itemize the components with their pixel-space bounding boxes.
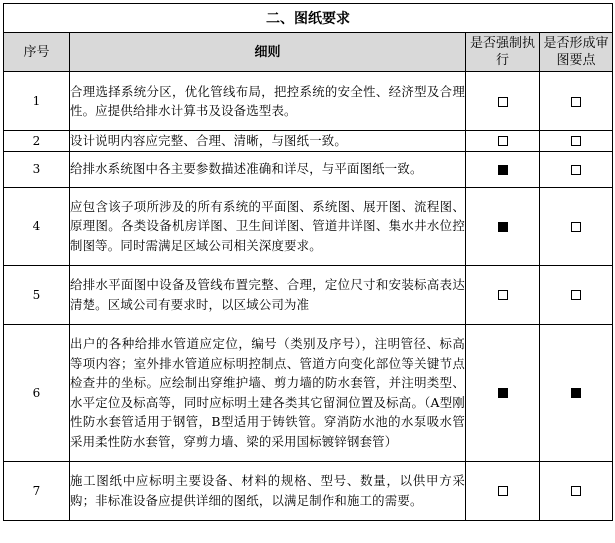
requirements-table [3, 3, 613, 521]
header-no: 序号 [4, 33, 70, 72]
row-number: 2 [4, 131, 70, 152]
review-point-cell [540, 461, 613, 520]
row-detail: 给排水平面图中设备及管线布置完整、合理，定位尺寸和安装标高表达清楚。区域公司有要求时，以区域公司为准 [70, 265, 466, 324]
checked-box-icon [498, 222, 508, 232]
review-point-cell [540, 151, 613, 187]
table-row [4, 131, 613, 152]
review-point-cell [540, 265, 613, 324]
unchecked-box-icon [498, 290, 508, 300]
mandatory-cell [466, 187, 540, 265]
mandatory-cell [466, 461, 540, 520]
row-number: 5 [4, 265, 70, 324]
table-row [4, 265, 613, 324]
unchecked-box-icon [571, 136, 581, 146]
table-row [4, 72, 613, 131]
review-point-cell [540, 324, 613, 461]
header-mandatory: 是否强制执行 [466, 33, 540, 72]
unchecked-box-icon [571, 486, 581, 496]
row-detail: 给排水系统图中各主要参数描述准确和详尽，与平面图纸一致。 [70, 151, 466, 187]
table-row [4, 324, 613, 461]
unchecked-box-icon [571, 290, 581, 300]
checked-box-icon [498, 165, 508, 175]
unchecked-box-icon [498, 136, 508, 146]
row-number: 7 [4, 461, 70, 520]
mandatory-cell [466, 324, 540, 461]
unchecked-box-icon [571, 97, 581, 107]
unchecked-box-icon [498, 97, 508, 107]
checked-box-icon [498, 388, 508, 398]
mandatory-cell [466, 265, 540, 324]
row-number: 4 [4, 187, 70, 265]
mandatory-cell [466, 131, 540, 152]
checked-box-icon [571, 388, 581, 398]
row-number: 1 [4, 72, 70, 131]
section-title: 二、图纸要求 [4, 4, 613, 33]
header-review-point: 是否形成审图要点 [540, 33, 613, 72]
table-row [4, 187, 613, 265]
mandatory-cell [466, 151, 540, 187]
row-detail: 出户的各种给排水管道应定位，编号（类别及序号），注明管径、标高等项内容；室外排水管道应标明控制点、管道方向变化部位等关键节点检查井的坐标。应绘制出穿维护墙、剪力墙的防水套管，并注明类型、水平定位及标高等，同时应标明土建各类其它留洞位置及标高。（A型刚性防水套管适用于钢管，B型适用于铸铁管。穿消防水池的水泵吸水管采用柔性防水套管，穿剪力墙、梁的采用国标镀锌钢套管） [70, 324, 466, 461]
table-row [4, 151, 613, 187]
row-number: 3 [4, 151, 70, 187]
row-detail: 设计说明内容应完整、合理、清晰，与图纸一致。 [70, 131, 466, 152]
header-row [4, 33, 613, 72]
row-detail: 应包含该子项所涉及的所有系统的平面图、系统图、展开图、流程图、原理图。各类设备机房详图、卫生间详图、管道井详图、集水井水位控制图等。同时需满足区域公司相关深度要求。 [70, 187, 466, 265]
header-detail: 细则 [70, 33, 466, 72]
unchecked-box-icon [571, 222, 581, 232]
table-row [4, 461, 613, 520]
review-point-cell [540, 131, 613, 152]
review-point-cell [540, 72, 613, 131]
unchecked-box-icon [498, 486, 508, 496]
title-row [4, 4, 613, 33]
unchecked-box-icon [571, 165, 581, 175]
mandatory-cell [466, 72, 540, 131]
row-detail: 合理选择系统分区，优化管线布局，把控系统的安全性、经济型及合理性。应提供给排水计算书及设备选型表。 [70, 72, 466, 131]
row-detail: 施工图纸中应标明主要设备、材料的规格、型号、数量，以供甲方采购；非标准设备应提供详细的图纸，以满足制作和施工的需要。 [70, 461, 466, 520]
row-number: 6 [4, 324, 70, 461]
review-point-cell [540, 187, 613, 265]
